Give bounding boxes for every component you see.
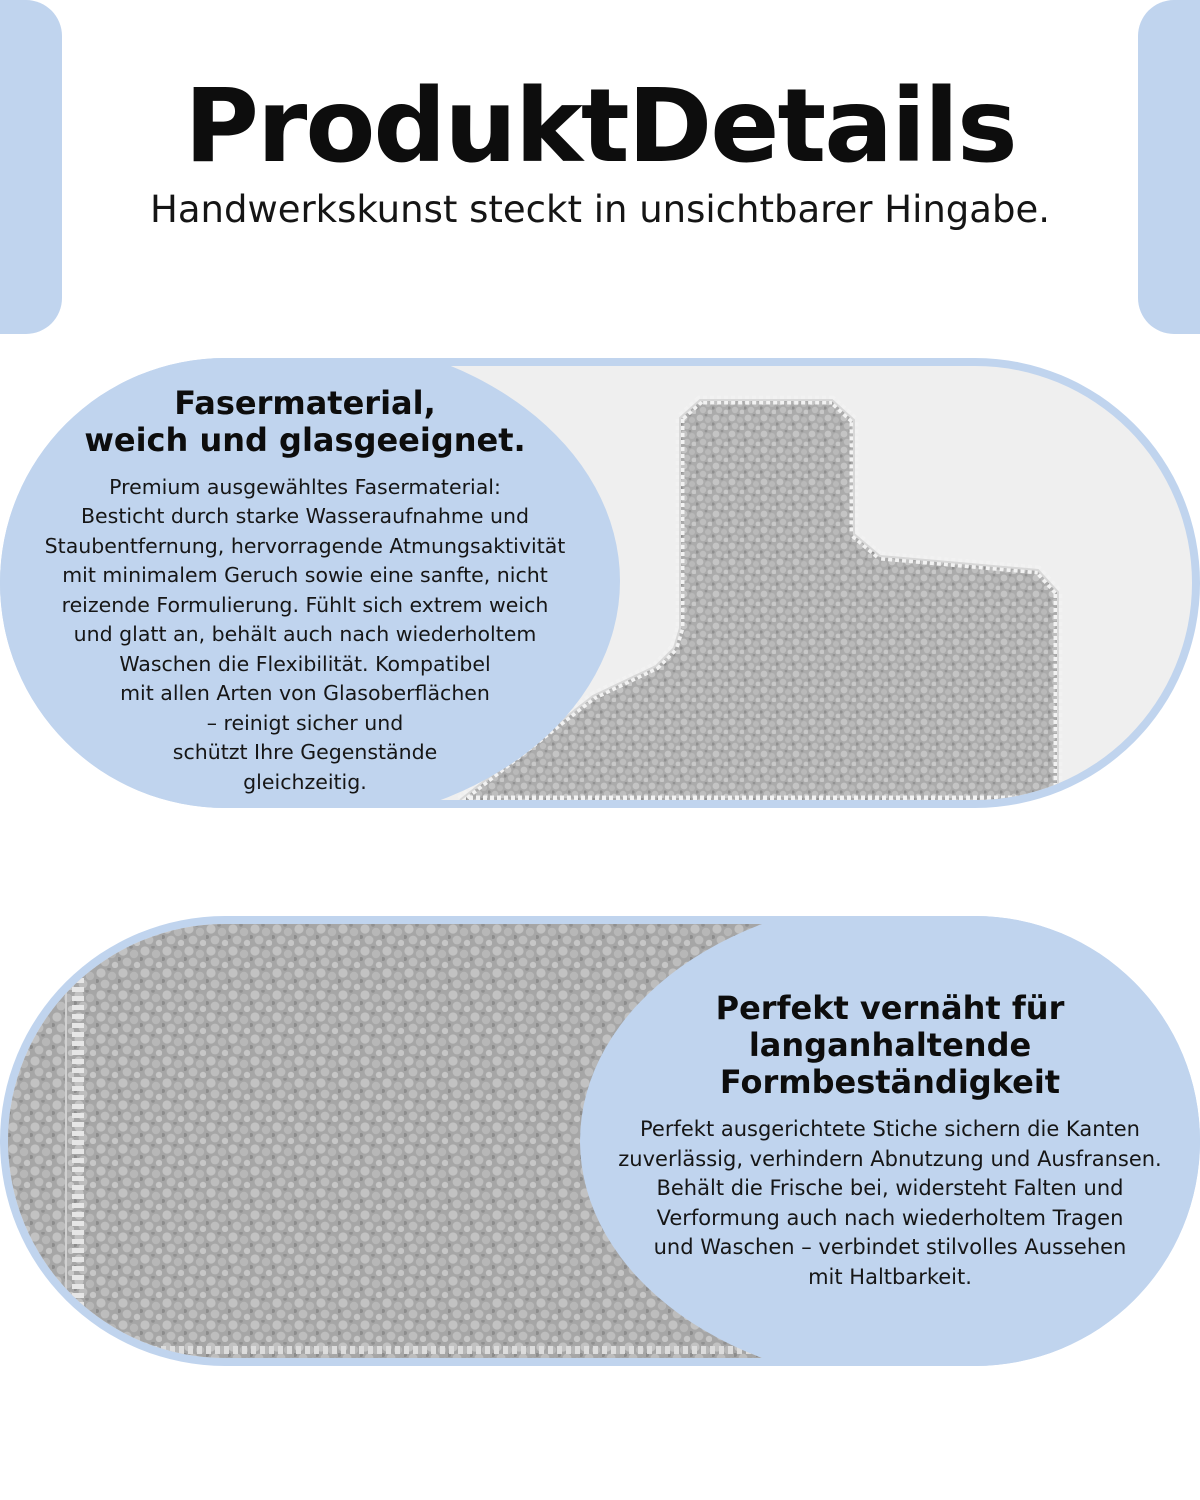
feature-panel-stitching — [0, 916, 1200, 1366]
feature-panel-fiber-material — [0, 358, 1200, 808]
description-line: reizende Formulierung. Fühlt sich extrem weich — [61, 592, 549, 617]
description-line: Staubentfernung, hervorragende Atmungsaktivität — [44, 533, 566, 558]
description-line: Behält die Frische bei, widersteht Falten und — [656, 1176, 1124, 1200]
feature-title-line: Formbeständigkeit — [719, 1063, 1061, 1101]
description-line: mit allen Arten von Glasoberflächen — [120, 681, 490, 706]
description-line: schützt Ihre Gegenstände — [172, 740, 438, 765]
feature-description — [45, 473, 566, 798]
feature-title-line: weich und glasgeeignet. — [84, 420, 526, 459]
description-line: Premium ausgewähltes Fasermaterial: — [109, 474, 501, 499]
description-line: Perfekt ausgerichtete Stiche sichern die Kanten — [640, 1117, 1140, 1141]
feature-title — [716, 990, 1065, 1101]
feature-text-bubble — [0, 358, 620, 808]
page-title: ProduktDetails — [184, 67, 1016, 186]
description-line: zuverlässig, verhindern Abnutzung und Ausfransen. — [618, 1146, 1162, 1171]
description-line: – reinigt sicher und — [206, 710, 404, 735]
description-line: Besticht durch starke Wasseraufnahme und — [80, 504, 529, 529]
description-line: Verformung auch nach wiederholtem Tragen — [656, 1205, 1124, 1230]
description-line: Waschen die Flexibilität. Kompatibel — [119, 651, 491, 676]
feature-title-line: Perfekt vernäht für — [715, 989, 1065, 1027]
page-header — [0, 67, 1200, 232]
feature-title — [84, 385, 525, 459]
feature-title-line: Fasermaterial, — [174, 383, 436, 422]
feature-text-bubble — [580, 916, 1200, 1366]
feature-title-line: langanhaltende — [748, 1026, 1032, 1064]
description-line: und glatt an, behält auch nach wiederholtem — [73, 622, 537, 647]
description-line: mit minimalem Geruch sowie eine sanfte, nicht — [62, 563, 548, 588]
page-subtitle: Handwerkskunst steckt in unsichtbarer Hingabe. — [150, 188, 1050, 231]
description-line: und Waschen – verbindet stilvolles Aussehen — [653, 1235, 1127, 1259]
description-line: mit Haltbarkeit. — [808, 1264, 972, 1289]
description-line: gleichzeitig. — [243, 769, 367, 794]
feature-description — [618, 1115, 1161, 1292]
